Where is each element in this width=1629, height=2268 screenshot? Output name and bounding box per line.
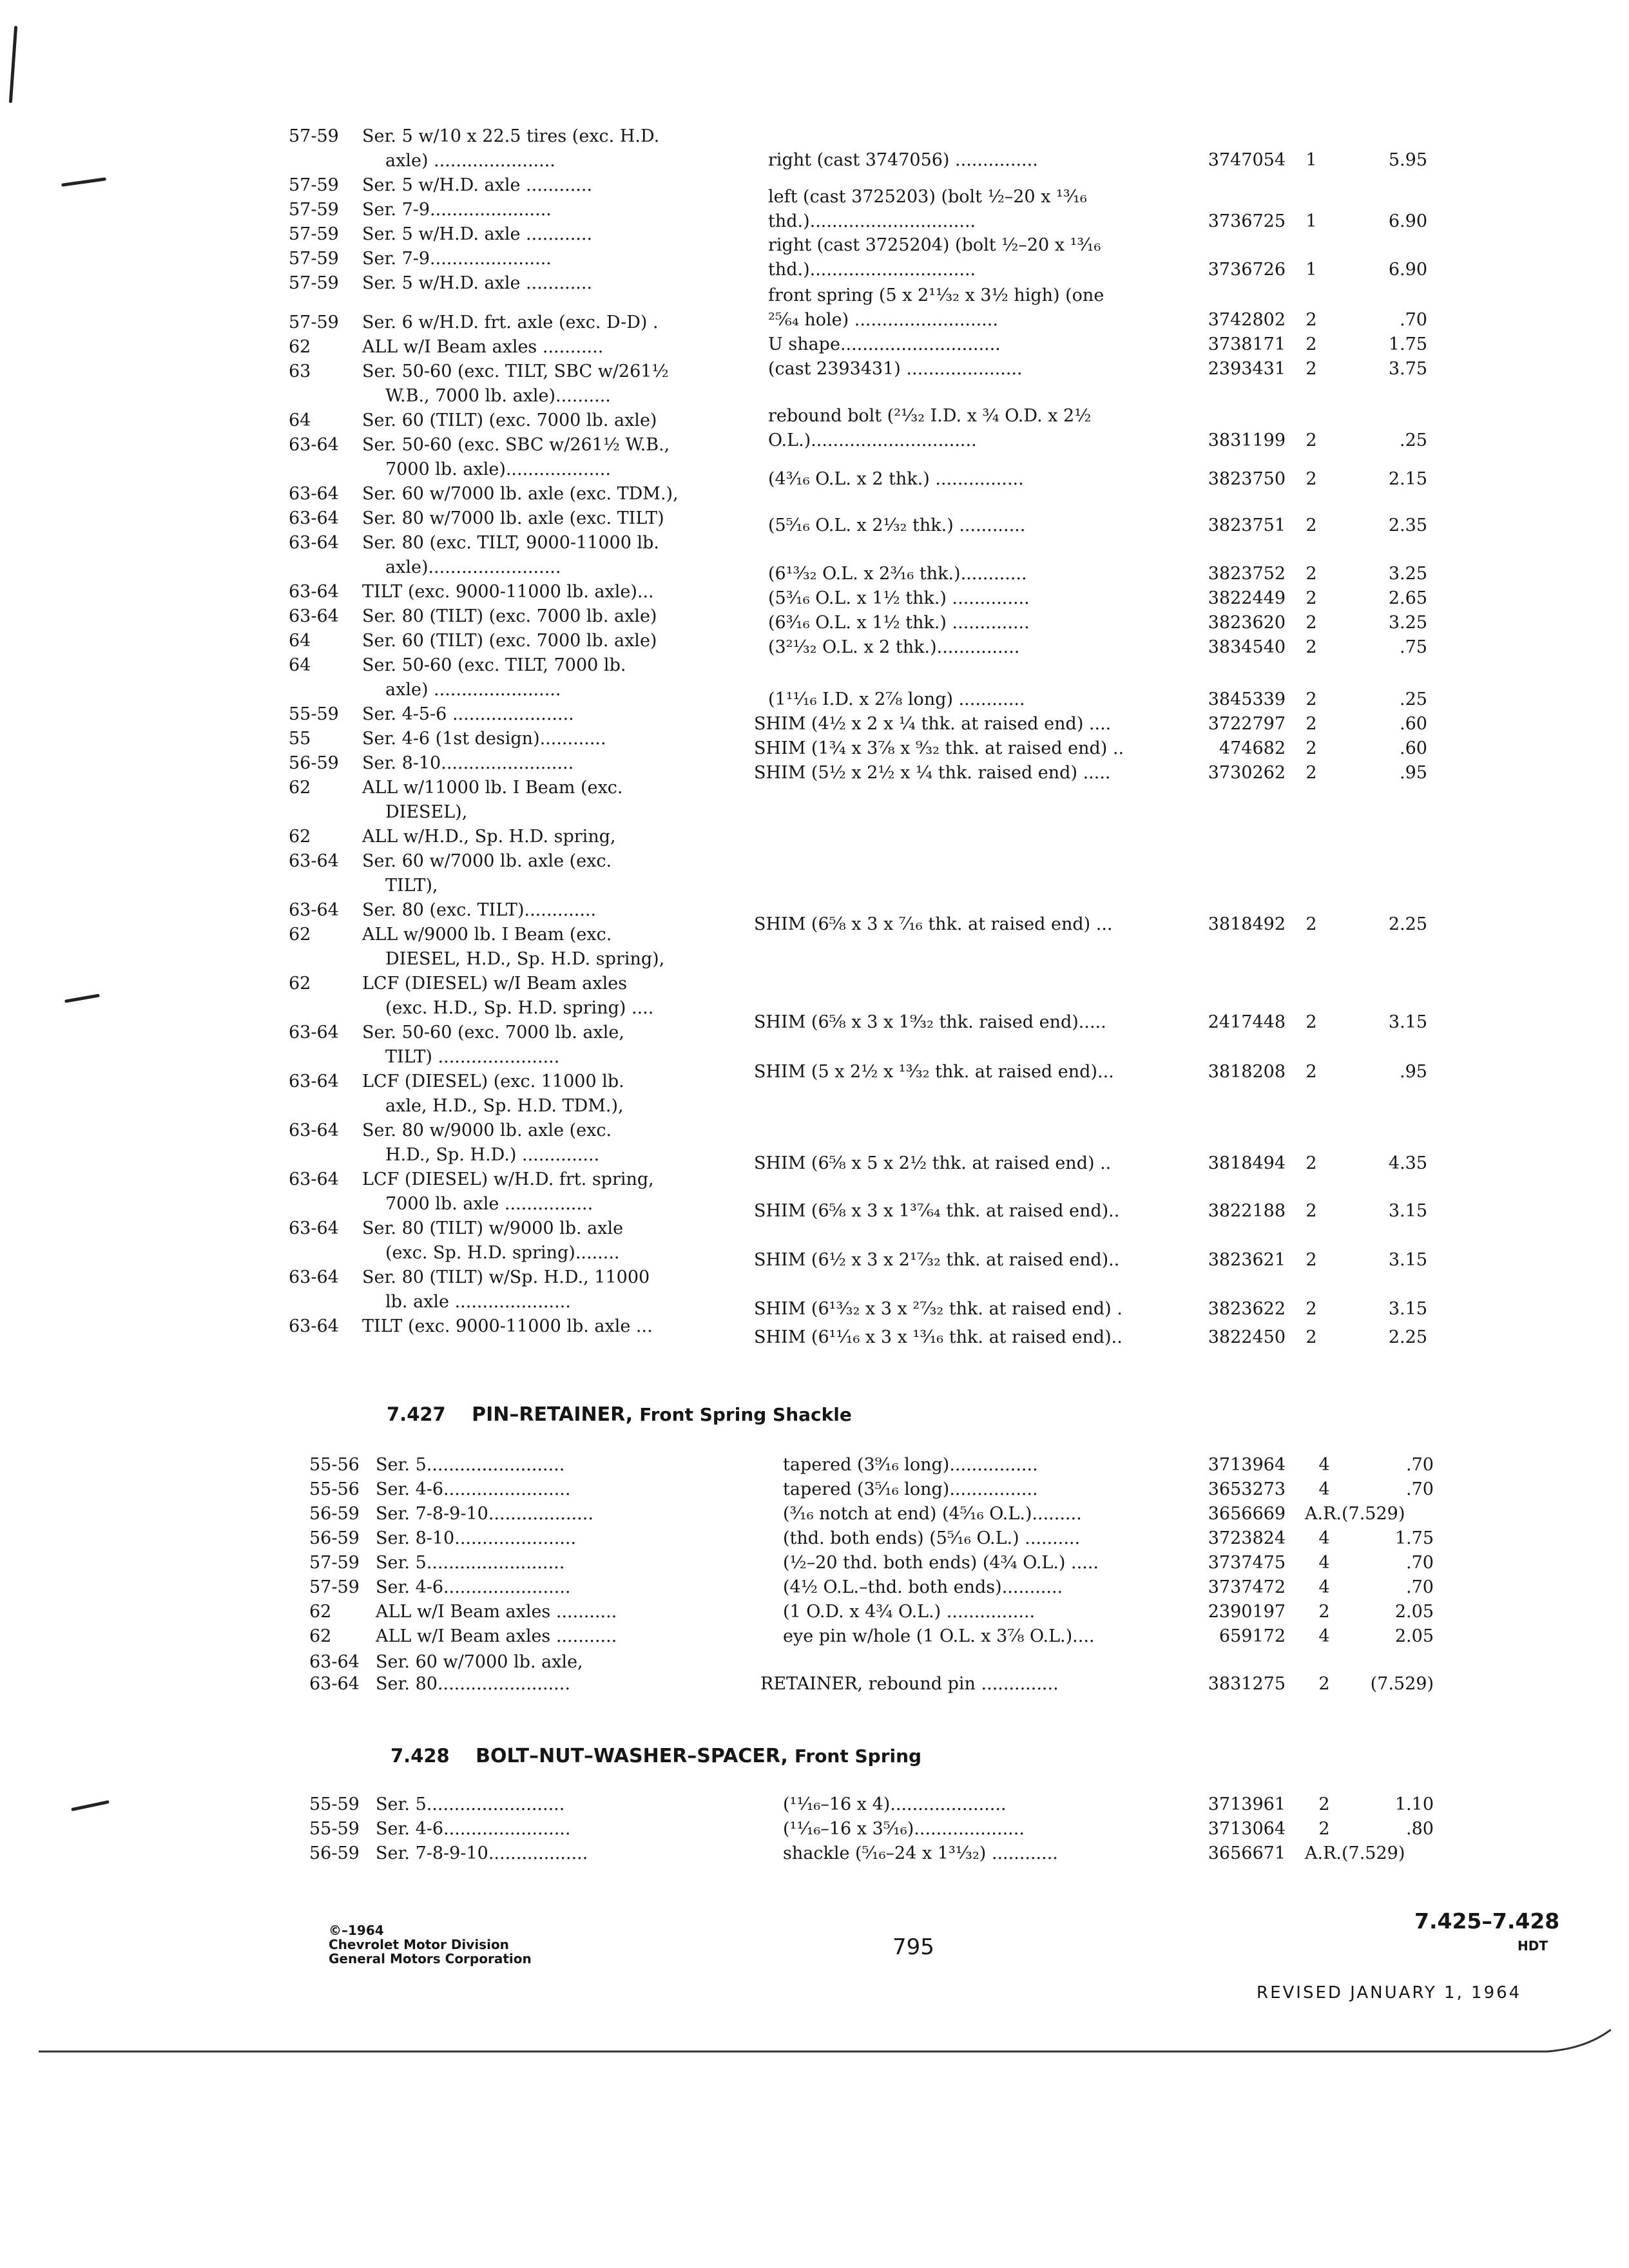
left-row-year: 57-59: [289, 312, 339, 332]
right-row-quantity: 2: [1306, 334, 1317, 354]
section-7427-number: 7.427: [387, 1403, 446, 1425]
copyright-division: Chevrolet Motor Division: [329, 1937, 509, 1952]
row-application: Ser. 80........................: [376, 1674, 570, 1694]
section-7428-number: 7.428: [390, 1745, 450, 1767]
left-row-application: axle)........................: [385, 557, 561, 577]
right-row-part-number: 3722797: [1208, 714, 1286, 734]
row-quantity-reference: A.R.(7.529): [1305, 1843, 1405, 1863]
left-row-year: 62: [289, 974, 311, 994]
right-row-price: .95: [1400, 763, 1427, 783]
right-row-quantity: 2: [1306, 1327, 1317, 1347]
row-description: (¹¹⁄₁₆–16 x 4).....................: [783, 1794, 1007, 1814]
left-row-application: ALL w/11000 lb. I Beam (exc.: [362, 778, 623, 798]
row-description: (½–20 thd. both ends) (4¾ O.L.) .....: [783, 1553, 1099, 1573]
left-row-year: 57-59: [289, 273, 339, 293]
right-row-quantity: 1: [1306, 150, 1317, 170]
right-row-price: 3.15: [1388, 1012, 1427, 1032]
right-row-price: .60: [1400, 738, 1427, 758]
right-row-quantity: 2: [1306, 1012, 1317, 1032]
right-row-price: 6.90: [1388, 211, 1427, 231]
left-row-application: Ser. 5 w/10 x 22.5 tires (exc. H.D.: [362, 126, 660, 146]
left-row-application: Ser. 4-5-6 ......................: [362, 704, 574, 724]
row-description: (1 O.D. x 4¾ O.L.) ................: [783, 1602, 1036, 1622]
row-description: (4½ O.L.–thd. both ends)...........: [783, 1577, 1063, 1597]
left-row-year: 63-64: [289, 1267, 339, 1287]
left-row-application: ALL w/H.D., Sp. H.D. spring,: [362, 827, 616, 847]
left-row-year: 62: [289, 337, 311, 357]
left-row-year: 64: [289, 410, 311, 430]
left-row-year: 63-64: [289, 1023, 339, 1043]
left-row-application: Ser. 4-6 (1st design)............: [362, 729, 606, 749]
left-row-application: LCF (DIESEL) w/I Beam axles: [362, 974, 628, 994]
left-row-application: Ser. 60 w/7000 lb. axle (exc.: [362, 851, 612, 871]
right-row-part-number: 3736725: [1208, 211, 1286, 231]
row-part-number: 3713961: [1208, 1794, 1286, 1814]
left-row-year: 62: [289, 925, 311, 945]
right-row-quantity: 1: [1306, 260, 1317, 280]
row-quantity: 4: [1318, 1626, 1330, 1646]
left-row-year: 63-64: [289, 851, 339, 871]
row-price: (7.529): [1370, 1674, 1434, 1694]
right-row-price: 2.25: [1388, 1327, 1427, 1347]
right-row-price: 3.25: [1388, 613, 1427, 633]
row-quantity: 2: [1318, 1674, 1330, 1694]
row-description: (¹¹⁄₁₆–16 x 3⁵⁄₁₆)....................: [783, 1819, 1025, 1839]
right-row-description: (6³⁄₁₆ O.L. x 1½ thk.) ..............: [768, 613, 1030, 633]
left-row-year: 63: [289, 361, 311, 381]
right-row-price: 3.75: [1388, 359, 1427, 379]
row-quantity: 2: [1318, 1602, 1330, 1622]
row-year: 62: [309, 1626, 332, 1646]
right-row-description: SHIM (1¾ x 3⁷⁄₈ x ⁹⁄₃₂ thk. at raised end) ..: [754, 738, 1124, 758]
row-part-number: 3737475: [1208, 1553, 1286, 1573]
left-row-year: 56-59: [289, 753, 339, 773]
row-price: 1.75: [1394, 1528, 1434, 1548]
left-row-application: Ser. 60 (TILT) (exc. 7000 lb. axle): [362, 410, 657, 430]
right-row-description: SHIM (5 x 2½ x ¹³⁄₃₂ thk. at raised end)...: [754, 1062, 1114, 1082]
left-row-application: TILT (exc. 9000-11000 lb. axle ...: [362, 1316, 653, 1336]
left-row-application: Ser. 7-9......................: [362, 200, 552, 220]
row-year: 62: [309, 1602, 332, 1622]
row-year: 63-64: [309, 1652, 360, 1672]
section-code-sub: HDT: [1518, 1938, 1548, 1954]
right-row-description: SHIM (6⁵⁄₈ x 3 x 1³⁷⁄₆₄ thk. at raised end)..: [754, 1201, 1120, 1221]
left-row-application: ALL w/9000 lb. I Beam (exc.: [362, 925, 612, 945]
row-part-number: 659172: [1219, 1626, 1286, 1646]
row-description: RETAINER, rebound pin ..............: [760, 1674, 1059, 1694]
left-row-application: Ser. 50-60 (exc. TILT, 7000 lb.: [362, 655, 626, 675]
right-row-quantity: 2: [1306, 613, 1317, 633]
bottom-rule: [39, 2017, 1611, 2068]
left-row-application: Ser. 8-10........................: [362, 753, 574, 773]
right-row-quantity: 2: [1306, 1250, 1317, 1270]
right-row-price: .70: [1400, 310, 1427, 330]
right-row-part-number: 2393431: [1208, 359, 1286, 379]
section-7427-subtitle: Front Spring Shackle: [639, 1404, 852, 1425]
right-row-description: right (cast 3747056) ...............: [768, 150, 1038, 170]
copyright-block: [329, 1923, 532, 1966]
left-row-application: H.D., Sp. H.D.) ..............: [385, 1145, 600, 1165]
row-part-number: 3713064: [1208, 1819, 1286, 1839]
right-row-part-number: 3818492: [1208, 914, 1286, 934]
row-year: 63-64: [309, 1674, 360, 1694]
right-row-part-number: 3730262: [1208, 763, 1286, 783]
right-row-quantity: 2: [1306, 430, 1317, 450]
right-row-description: SHIM (6⁵⁄₈ x 5 x 2½ thk. at raised end) ..: [754, 1153, 1112, 1173]
right-row-description: SHIM (6⁵⁄₈ x 3 x 1⁹⁄₃₂ thk. raised end).....: [754, 1012, 1106, 1032]
right-row-price: .25: [1400, 689, 1427, 709]
row-application: Ser. 8-10......................: [376, 1528, 577, 1548]
right-row-description: front spring (5 x 2¹¹⁄₃₂ x 3½ high) (one: [768, 285, 1104, 305]
row-part-number: 3831275: [1208, 1674, 1286, 1694]
right-row-quantity: 2: [1306, 469, 1317, 489]
left-row-application: DIESEL, H.D., Sp. H.D. spring),: [385, 949, 665, 969]
left-row-year: 57-59: [289, 175, 339, 195]
right-row-description: (6¹³⁄₃₂ O.L. x 2³⁄₁₆ thk.)............: [768, 564, 1027, 584]
left-row-year: 55-59: [289, 704, 339, 724]
row-part-number: 3656671: [1208, 1843, 1286, 1863]
right-row-description: U shape.............................: [768, 334, 1001, 354]
right-row-part-number: 3738171: [1208, 334, 1286, 354]
right-row-quantity: 2: [1306, 588, 1317, 608]
row-part-number: 2390197: [1208, 1602, 1286, 1622]
row-price: 2.05: [1394, 1626, 1434, 1646]
row-quantity: 2: [1318, 1819, 1330, 1839]
left-row-year: 63-64: [289, 900, 339, 920]
left-row-application: Ser. 60 (TILT) (exc. 7000 lb. axle): [362, 631, 657, 651]
row-price: .80: [1406, 1819, 1434, 1839]
left-row-application: TILT),: [385, 876, 438, 896]
right-row-quantity: 2: [1306, 914, 1317, 934]
row-year: 55-56: [309, 1455, 360, 1475]
right-row-quantity: 2: [1306, 637, 1317, 657]
row-quantity-reference: A.R.(7.529): [1305, 1504, 1405, 1524]
right-row-part-number: 2417448: [1208, 1012, 1286, 1032]
left-row-application: Ser. 80 (exc. TILT).............: [362, 900, 597, 920]
corner-mark: [9, 26, 17, 103]
row-year: 57-59: [309, 1577, 360, 1597]
right-row-price: .95: [1400, 1062, 1427, 1082]
right-row-description: (1¹¹⁄₁₆ I.D. x 2⁷⁄₈ long) ............: [768, 689, 1025, 709]
right-row-description: ²⁵⁄₆₄ hole) ..........................: [768, 310, 998, 330]
copyright-year: ©–1964: [329, 1923, 384, 1938]
row-part-number: 3656669: [1208, 1504, 1286, 1524]
row-price: 2.05: [1394, 1602, 1434, 1622]
left-row-application: TILT) ......................: [385, 1047, 560, 1067]
right-row-description: SHIM (6½ x 3 x 2¹⁷⁄₃₂ thk. at raised end)..: [754, 1250, 1120, 1270]
row-price: .70: [1406, 1455, 1434, 1475]
left-row-year: 64: [289, 655, 311, 675]
left-row-year: 57-59: [289, 126, 339, 146]
right-row-description: SHIM (6¹³⁄₃₂ x 3 x ²⁷⁄₃₂ thk. at raised end) .: [754, 1299, 1123, 1319]
left-row-year: 63-64: [289, 435, 339, 455]
right-row-price: 2.25: [1388, 914, 1427, 934]
right-row-quantity: 2: [1306, 738, 1317, 758]
right-row-quantity: 2: [1306, 1201, 1317, 1221]
right-row-price: 2.15: [1388, 469, 1427, 489]
right-row-price: .25: [1400, 430, 1427, 450]
left-row-year: 63-64: [289, 508, 339, 528]
row-year: 56-59: [309, 1528, 360, 1548]
left-row-application: Ser. 50-60 (exc. SBC w/261½ W.B.,: [362, 435, 670, 455]
left-row-year: 64: [289, 631, 311, 651]
right-row-part-number: 3736726: [1208, 260, 1286, 280]
row-year: 55-59: [309, 1819, 360, 1839]
left-row-application: Ser. 80 (TILT) (exc. 7000 lb. axle): [362, 606, 657, 626]
copyright-corporation: General Motors Corporation: [329, 1951, 532, 1966]
left-row-year: 57-59: [289, 249, 339, 269]
right-row-quantity: 2: [1306, 515, 1317, 535]
right-row-part-number: 3834540: [1208, 637, 1286, 657]
right-row-price: 1.75: [1388, 334, 1427, 354]
left-row-application: LCF (DIESEL) (exc. 11000 lb.: [362, 1072, 624, 1091]
right-row-price: 3.15: [1388, 1250, 1427, 1270]
right-row-quantity: 1: [1306, 211, 1317, 231]
row-part-number: 3737472: [1208, 1577, 1286, 1597]
left-row-year: 57-59: [289, 200, 339, 220]
left-row-application: Ser. 80 (TILT) w/Sp. H.D., 11000: [362, 1267, 650, 1287]
revised-date: REVISED JANUARY 1, 1964: [1257, 1983, 1522, 2003]
row-year: 55-56: [309, 1479, 360, 1499]
left-row-application: DIESEL),: [385, 802, 468, 822]
row-year: 55-59: [309, 1794, 360, 1814]
right-row-price: 2.35: [1388, 515, 1427, 535]
row-year: 57-59: [309, 1553, 360, 1573]
row-part-number: 3653273: [1208, 1479, 1286, 1499]
section-7427-header: [387, 1403, 852, 1426]
right-row-price: 2.65: [1388, 588, 1427, 608]
row-description: tapered (3⁹⁄₁₆ long)................: [783, 1455, 1038, 1475]
right-row-part-number: 3822449: [1208, 588, 1286, 608]
left-row-application: (exc. Sp. H.D. spring)........: [385, 1243, 620, 1263]
row-quantity: 4: [1318, 1528, 1330, 1548]
right-row-part-number: 3823622: [1208, 1299, 1286, 1319]
right-row-part-number: 3823620: [1208, 613, 1286, 633]
right-row-quantity: 2: [1306, 714, 1317, 734]
row-year: 56-59: [309, 1504, 360, 1524]
left-row-application: Ser. 5 w/H.D. axle ............: [362, 175, 593, 195]
left-row-year: 57-59: [289, 224, 339, 244]
section-code: 7.425–7.428: [1414, 1908, 1560, 1934]
right-row-part-number: 3831199: [1208, 430, 1286, 450]
left-row-application: Ser. 80 w/7000 lb. axle (exc. TILT): [362, 508, 664, 528]
right-row-price: .60: [1400, 714, 1427, 734]
right-row-description: SHIM (6¹¹⁄₁₆ x 3 x ¹³⁄₁₆ thk. at raised end)..: [754, 1327, 1123, 1347]
right-row-price: 3.25: [1388, 564, 1427, 584]
binder-hole-mark-1: [61, 177, 106, 187]
binder-hole-mark-3: [71, 1800, 110, 1811]
binder-hole-mark-2: [64, 994, 100, 1003]
right-row-quantity: 2: [1306, 1062, 1317, 1082]
row-description: eye pin w/hole (1 O.L. x 3⁷⁄₈ O.L.)....: [783, 1626, 1095, 1646]
row-application: ALL w/I Beam axles ...........: [376, 1626, 617, 1646]
row-application: Ser. 7-8-9-10...................: [376, 1504, 593, 1524]
row-application: ALL w/I Beam axles ...........: [376, 1602, 617, 1622]
right-row-description: SHIM (6⁵⁄₈ x 3 x ⁷⁄₁₆ thk. at raised end) ...: [754, 914, 1113, 934]
right-row-part-number: 3818494: [1208, 1153, 1286, 1173]
right-row-price: .75: [1400, 637, 1427, 657]
right-row-quantity: 2: [1306, 359, 1317, 379]
left-row-year: 63-64: [289, 1169, 339, 1189]
row-quantity: 4: [1318, 1479, 1330, 1499]
right-row-description: (5³⁄₁₆ O.L. x 1½ thk.) ..............: [768, 588, 1030, 608]
right-row-description: (cast 2393431) .....................: [768, 359, 1023, 379]
right-row-description: left (cast 3725203) (bolt ½–20 x ¹³⁄₁₆: [768, 187, 1087, 207]
right-row-part-number: 3822450: [1208, 1327, 1286, 1347]
right-row-description: SHIM (4½ x 2 x ¼ thk. at raised end) ....: [754, 714, 1112, 734]
right-row-description: (5⁵⁄₁₆ O.L. x 2¹⁄₃₂ thk.) ............: [768, 515, 1026, 535]
left-row-year: 63-64: [289, 1072, 339, 1091]
left-row-year: 63-64: [289, 1218, 339, 1238]
left-row-application: 7000 lb. axle)...................: [385, 459, 611, 479]
row-application: Ser. 5.........................: [376, 1553, 565, 1573]
left-row-year: 63-64: [289, 606, 339, 626]
right-row-description: (3²¹⁄₃₂ O.L. x 2 thk.)...............: [768, 637, 1020, 657]
left-row-year: 63-64: [289, 484, 339, 504]
row-price: .70: [1406, 1577, 1434, 1597]
left-row-application: Ser. 80 (exc. TILT, 9000-11000 lb.: [362, 533, 659, 553]
row-price: .70: [1406, 1553, 1434, 1573]
left-row-application: Ser. 50-60 (exc. TILT, SBC w/261½: [362, 361, 669, 381]
left-row-application: W.B., 7000 lb. axle)..........: [385, 386, 611, 406]
section-7427-name: PIN–RETAINER,: [472, 1403, 633, 1426]
right-row-part-number: 3818208: [1208, 1062, 1286, 1082]
left-row-application: axle, H.D., Sp. H.D. TDM.),: [385, 1096, 624, 1116]
page-number: 795: [892, 1934, 934, 1960]
right-row-part-number: 3747054: [1208, 150, 1286, 170]
right-row-price: 3.15: [1388, 1299, 1427, 1319]
left-row-application: TILT (exc. 9000-11000 lb. axle)...: [362, 582, 654, 602]
right-row-quantity: 2: [1306, 564, 1317, 584]
row-description: tapered (3⁵⁄₁₆ long)................: [783, 1479, 1038, 1499]
left-row-application: Ser. 80 (TILT) w/9000 lb. axle: [362, 1218, 624, 1238]
left-row-application: Ser. 50-60 (exc. 7000 lb. axle,: [362, 1023, 624, 1043]
right-row-description: rebound bolt (²¹⁄₃₂ I.D. x ¾ O.D. x 2½: [768, 406, 1092, 426]
left-row-year: 62: [289, 827, 311, 847]
right-row-quantity: 2: [1306, 763, 1317, 783]
right-row-price: 3.15: [1388, 1201, 1427, 1221]
right-row-part-number: 3823751: [1208, 515, 1286, 535]
row-application: Ser. 4-6.......................: [376, 1577, 571, 1597]
row-description: (³⁄₁₆ notch at end) (4⁵⁄₁₆ O.L.).........: [783, 1504, 1082, 1524]
row-application: Ser. 7-8-9-10..................: [376, 1843, 588, 1863]
left-row-application: Ser. 60 w/7000 lb. axle (exc. TDM.),: [362, 484, 679, 504]
row-application: Ser. 60 w/7000 lb. axle,: [376, 1652, 583, 1672]
left-row-application: Ser. 5 w/H.D. axle ............: [362, 273, 593, 293]
left-row-application: (exc. H.D., Sp. H.D. spring) ....: [385, 998, 654, 1018]
right-row-description: thd.)..............................: [768, 260, 976, 280]
right-row-part-number: 3822188: [1208, 1201, 1286, 1221]
right-row-description: SHIM (5½ x 2½ x ¼ thk. raised end) .....: [754, 763, 1111, 783]
right-row-price: 5.95: [1388, 150, 1427, 170]
right-row-part-number: 3823621: [1208, 1250, 1286, 1270]
row-year: 56-59: [309, 1843, 360, 1863]
row-application: Ser. 4-6.......................: [376, 1819, 571, 1839]
right-row-price: 6.90: [1388, 260, 1427, 280]
left-row-application: lb. axle .....................: [385, 1292, 571, 1312]
left-row-application: axle) .......................: [385, 680, 561, 700]
right-row-part-number: 474682: [1219, 738, 1286, 758]
row-description: (thd. both ends) (5⁵⁄₁₆ O.L.) ..........: [783, 1528, 1081, 1548]
left-row-application: 7000 lb. axle ................: [385, 1194, 593, 1214]
row-quantity: 2: [1318, 1794, 1330, 1814]
left-row-application: axle) ......................: [385, 151, 555, 171]
left-row-year: 63-64: [289, 1120, 339, 1140]
right-row-quantity: 2: [1306, 1153, 1317, 1173]
left-row-application: Ser. 7-9......................: [362, 249, 552, 269]
row-price: .70: [1406, 1479, 1434, 1499]
left-row-application: Ser. 80 w/9000 lb. axle (exc.: [362, 1120, 612, 1140]
right-row-quantity: 2: [1306, 310, 1317, 330]
left-row-year: 55: [289, 729, 311, 749]
left-row-year: 62: [289, 778, 311, 798]
right-row-description: right (cast 3725204) (bolt ½–20 x ¹³⁄₁₆: [768, 235, 1101, 255]
row-quantity: 4: [1318, 1577, 1330, 1597]
row-part-number: 3723824: [1208, 1528, 1286, 1548]
left-row-year: 63-64: [289, 533, 339, 553]
right-row-description: (4³⁄₁₆ O.L. x 2 thk.) ................: [768, 469, 1024, 489]
section-7428-header: [390, 1745, 921, 1767]
right-row-description: O.L.)..............................: [768, 430, 977, 450]
left-row-application: LCF (DIESEL) w/H.D. frt. spring,: [362, 1169, 654, 1189]
right-row-description: thd.)..............................: [768, 211, 976, 231]
section-7428-subtitle: Front Spring: [795, 1745, 922, 1767]
right-row-part-number: 3845339: [1208, 689, 1286, 709]
left-row-year: 63-64: [289, 1316, 339, 1336]
left-row-application: Ser. 5 w/H.D. axle ............: [362, 224, 593, 244]
row-description: shackle (⁵⁄₁₆–24 x 1³¹⁄₃₂) ............: [783, 1843, 1058, 1863]
right-row-price: 4.35: [1388, 1153, 1427, 1173]
row-part-number: 3713964: [1208, 1455, 1286, 1475]
row-application: Ser. 5.........................: [376, 1794, 565, 1814]
row-quantity: 4: [1318, 1553, 1330, 1573]
row-quantity: 4: [1318, 1455, 1330, 1475]
row-application: Ser. 5.........................: [376, 1455, 565, 1475]
row-application: Ser. 4-6.......................: [376, 1479, 571, 1499]
left-row-application: Ser. 6 w/H.D. frt. axle (exc. D-D) .: [362, 312, 659, 332]
right-row-quantity: 2: [1306, 689, 1317, 709]
section-7428-name: BOLT–NUT–WASHER–SPACER,: [476, 1745, 788, 1767]
right-row-part-number: 3742802: [1208, 310, 1286, 330]
left-row-year: 63-64: [289, 582, 339, 602]
right-row-part-number: 3823752: [1208, 564, 1286, 584]
right-row-quantity: 2: [1306, 1299, 1317, 1319]
right-row-part-number: 3823750: [1208, 469, 1286, 489]
row-price: 1.10: [1394, 1794, 1434, 1814]
left-row-application: ALL w/I Beam axles ...........: [362, 337, 604, 357]
